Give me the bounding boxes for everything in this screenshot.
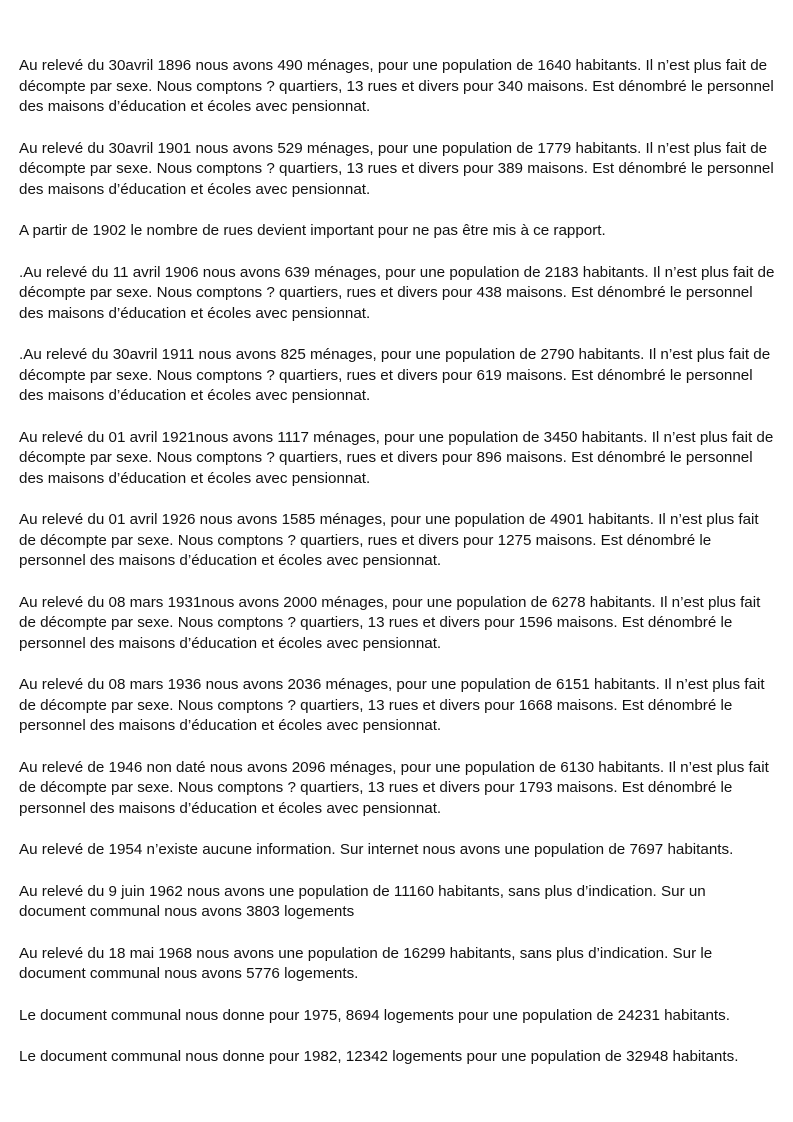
paragraph-1901: Au relevé du 30avril 1901 nous avons 529 ménages, pour une population de 1779 habitants. Il n’est plus fait de décompte par sexe. Nous comptons ? quartiers, 13 rues et divers pour 389 maisons. Est dénombré le personnel des maisons d’éducation et écoles avec pensionnat. xyxy=(19,139,774,198)
paragraph-1975: Le document communal nous donne pour 1975, 8694 logements pour une population de 24231 habitants. xyxy=(19,1006,730,1024)
paragraph-1911: .Au relevé du 30avril 1911 nous avons 825 ménages, pour une population de 2790 habitants. Il n’est plus fait de décompte par sexe. Nous comptons ? quartiers, rues et divers pour 619 maisons. Est dénombré le personnel des maisons d’éducation et écoles avec pensionnat. xyxy=(19,346,771,404)
paragraph-1962: Au relevé du 9 juin 1962 nous avons une population de 11160 habitants, sans plus d’indication. Sur un document communal nous avons 3803 logements xyxy=(19,882,706,920)
paragraph-1902-note: A partir de 1902 le nombre de rues devient important pour ne pas être mis à ce rapport. xyxy=(19,222,606,239)
paragraph-1954: Au relevé de 1954 n’existe aucune information. Sur internet nous avons une population de 7697 habitants. xyxy=(19,841,734,858)
paragraph-1906: .Au relevé du 11 avril 1906 nous avons 639 ménages, pour une population de 2183 habitants. Il n’est plus fait de décompte par sexe. Nous comptons ? quartiers, rues et divers pour 438 maisons. Est dénombré le personnel des maisons d’éducation et écoles avec pensionnat. xyxy=(19,263,775,322)
paragraph-1946: Au relevé de 1946 non daté nous avons 2096 ménages, pour une population de 6130 habitants. Il n’est plus fait de décompte par sexe. Nous comptons ? quartiers, 13 rues et divers pour 1793 maisons. Est dénombré le personnel des maisons d’éducation et écoles avec pensionnat. xyxy=(19,758,769,817)
paragraph-1926: Au relevé du 01 avril 1926 nous avons 1585 ménages, pour une population de 4901 habitants. Il n’est plus fait de décompte par sexe. Nous comptons ? quartiers, rues et divers pour 1275 maisons. Est dénombré le personnel des maisons d’éducation et écoles avec pensionnat. xyxy=(19,511,759,569)
paragraph-1982: Le document communal nous donne pour 1982, 12342 logements pour une population de 32948 habitants. xyxy=(19,1048,739,1065)
paragraph-1936: Au relevé du 08 mars 1936 nous avons 2036 ménages, pour une population de 6151 habitants. Il n’est plus fait de décompte par sexe. Nous comptons ? quartiers, 13 rues et divers pour 1668 maisons. Est dénombré le personnel des maisons d’éducation et écoles avec pensionnat. xyxy=(19,676,765,734)
paragraph-1896: Au relevé du 30avril 1896 nous avons 490 ménages, pour une population de 1640 habitants. Il n’est plus fait de décompte par sexe. Nous comptons ? quartiers, 13 rues et divers pour 340 maisons. Est dénombré le personnel des maisons d’éducation et écoles avec pensionnat. xyxy=(19,57,774,115)
document-body xyxy=(19,56,775,1089)
paragraph-1921: Au relevé du 01 avril 1921nous avons 1117 ménages, pour une population de 3450 habitants. Il n’est plus fait de décompte par sexe. Nous comptons ? quartiers, rues et divers pour 896 maisons. Est dénombré le personnel des maisons d’éducation et écoles avec pensionnat. xyxy=(19,428,774,487)
paragraph-1968: Au relevé du 18 mai 1968 nous avons une population de 16299 habitants, sans plus d’indication. Sur le document communal nous avons 5776 logements. xyxy=(19,944,713,982)
paragraph-1931: Au relevé du 08 mars 1931nous avons 2000 ménages, pour une population de 6278 habitants. Il n’est plus fait de décompte par sexe. Nous comptons ? quartiers, 13 rues et divers pour 1596 maisons. Est dénombré le personnel des maisons d’éducation et écoles avec pensionnat. xyxy=(19,593,761,652)
